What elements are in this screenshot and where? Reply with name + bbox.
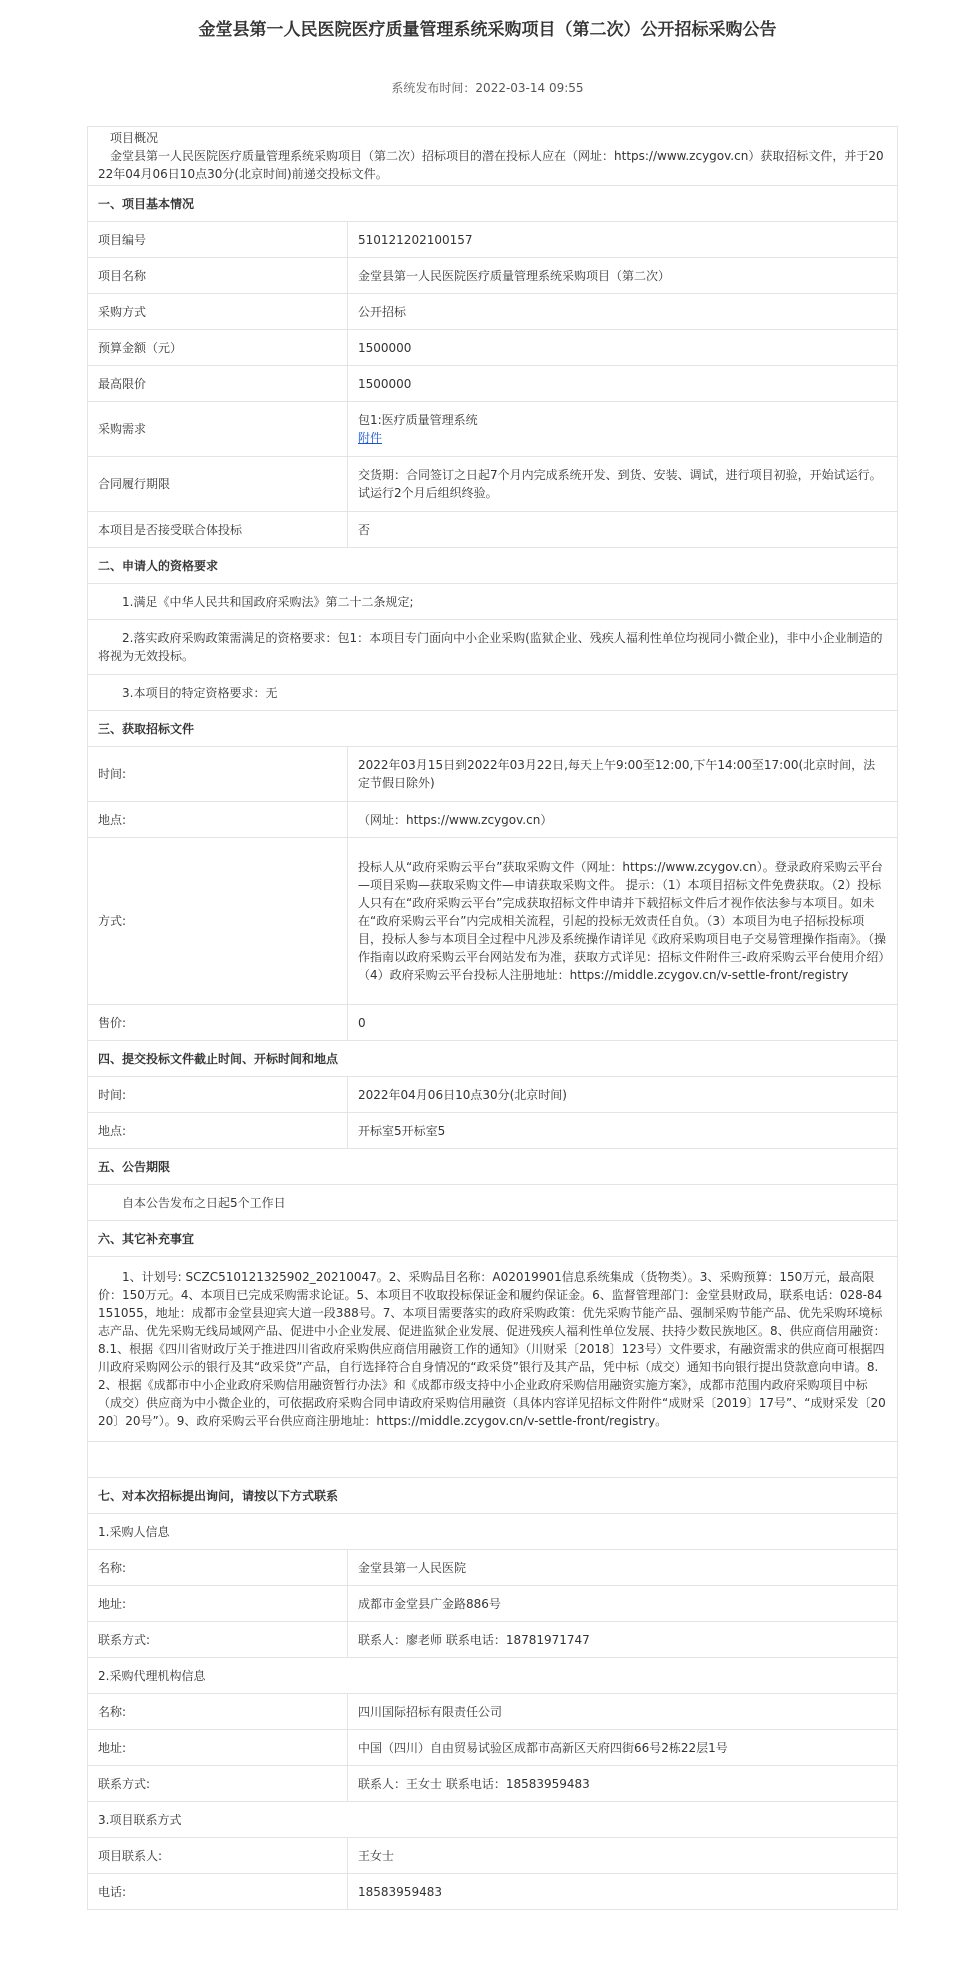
- table-row: 本项目是否接受联合体投标 否: [88, 512, 898, 548]
- announcement-table: [87, 126, 898, 1910]
- table-row: 名称: 金堂县第一人民医院: [88, 1550, 898, 1586]
- table-row: 项目名称 金堂县第一人民医院医疗质量管理系统采购项目（第二次）: [88, 258, 898, 294]
- table-row: 合同履行期限 交货期：合同签订之日起7个月内完成系统开发、到货、安装、调试，进行项目初验，开始试运行。试运行2个月后组织终验。: [88, 457, 898, 512]
- purchaser-name: 金堂县第一人民医院: [348, 1550, 898, 1586]
- agency-address: 中国（四川）自由贸易试验区成都市高新区天府四街66号2栋22层1号: [348, 1730, 898, 1766]
- list-item: 自本公告发布之日起5个工作日: [88, 1185, 898, 1221]
- consortium-value: 否: [348, 512, 898, 548]
- table-row: 时间: 2022年04月06日10点30分(北京时间): [88, 1077, 898, 1113]
- subsection-header: 3.项目联系方式: [88, 1802, 898, 1838]
- table-row: 联系方式: 联系人：廖老师 联系电话：18781971747: [88, 1622, 898, 1658]
- list-item: 1.满足《中华人民共和国政府采购法》第二十二条规定;: [88, 584, 898, 620]
- agency-name: 四川国际招标有限责任公司: [348, 1694, 898, 1730]
- project-name: 金堂县第一人民医院医疗质量管理系统采购项目（第二次）: [348, 258, 898, 294]
- attachment-link[interactable]: 附件: [358, 431, 383, 445]
- table-row: 联系方式: 联系人：王女士 联系电话：18583959483: [88, 1766, 898, 1802]
- publish-time: 系统发布时间：2022-03-14 09:55: [391, 81, 584, 95]
- acquire-price: 0: [348, 1005, 898, 1041]
- list-item: 1、计划号: SCZC510121325902_20210047。2、采购品目名称：A02019901信息系统集成（货物类）。3、采购预算：150万元，最高限价：150万元。4、本项目已完成采购需求论证。5、本项目不收取投标保证金和履约保证金。6、监督管理部门：金堂县财政局，联系电话：028-84151055，地址：成都市金堂县迎宾大道一段388号。7、本项目需要落实的政府采购政策：优先采购节能产品、强制采购节能产品、优先采购环境标志产品、优先采购无线局域网产品、促进中小企业发展、促进监狱企业发展、促进残疾人福利性单位发展、扶持少数民族地区。8、供应商信用融资：8.1、根据《四川省财政厅关于推进四川省政府采购供应商信用融资工作的通知》（川财采〔2018〕123号）文件要求，有融资需求的供应商可根据四川政府采购网公示的银行及其“政采贷”产品，自行选择符合自身情况的“政采贷”银行及其产品，凭中标（成交）通知书向银行提出贷款意向申请。8.2、根据《成都市中小企业政府采购信用融资暂行办法》和《成都市级支持中小企业政府采购信用融资实施方案》，成都市范围内政府采购项目中标（成交）供应商为中小微企业的，可依据政府采购合同申请政府采购信用融资（具体内容详见招标文件附件“成财采〔2019〕17号”、“成财采发〔2020〕20号”）。9、政府采购云平台供应商注册地址：https://middle.zcygov.cn/v-settle-front/registry。: [88, 1257, 898, 1442]
- table-row: 最高限价 1500000: [88, 366, 898, 402]
- contract-period: 交货期：合同签订之日起7个月内完成系统开发、到货、安装、调试，进行项目初验，开始试运行。试运行2个月后组织终验。: [348, 457, 898, 512]
- list-item: 2.落实政府采购政策需满足的资格要求：包1：本项目专门面向中小企业采购(监狱企业、残疾人福利性单位均视同小微企业)，非中小企业制造的将视为无效投标。: [88, 620, 898, 675]
- spacer-row: [88, 1442, 898, 1478]
- table-row: 时间: 2022年03月15日到2022年03月22日,每天上午9:00至12:00,下午14:00至17:00(北京时间，法定节假日除外): [88, 747, 898, 802]
- section-3-header: 三、获取招标文件: [88, 711, 898, 747]
- deadline-time: 2022年04月06日10点30分(北京时间): [348, 1077, 898, 1113]
- list-item: 3.本项目的特定资格要求：无: [88, 675, 898, 711]
- acquire-place: （网址：https://www.zcygov.cn）: [348, 802, 898, 838]
- purchaser-contact: 联系人：廖老师 联系电话：18781971747: [348, 1622, 898, 1658]
- max-price: 1500000: [348, 366, 898, 402]
- opening-place: 开标室5开标室5: [348, 1113, 898, 1149]
- procurement-method: 公开招标: [348, 294, 898, 330]
- announcement-table-wrapper: [87, 126, 897, 1910]
- table-row: 地点: （网址：https://www.zcygov.cn）: [88, 802, 898, 838]
- agency-contact: 联系人：王女士 联系电话：18583959483: [348, 1766, 898, 1802]
- intro-row: [88, 127, 898, 186]
- project-contact-person: 王女士: [348, 1838, 898, 1874]
- section-2-header: 二、申请人的资格要求: [88, 548, 898, 584]
- table-row: 方式: 投标人从“政府采购云平台”获取采购文件（网址：https://www.zcygov.cn）。登录政府采购云平台—项目采购—获取采购文件—申请获取采购文件。 提示：（1）本项目招标文件免费获取。（2）投标人只有在“政府采购云平台”完成获取招标文件申请并下载招标文件后才视作依法参与本项目。如未在“政府采购云平台”内完成相关流程，引起的投标无效责任自负。（3）本项目为电子招标投标项目，投标人参与本项目全过程中凡涉及系统操作请详见《政府采购项目电子交易管理操作指南》。（操作指南以政府采购云平台网站发布为准，获取方式详见：招标文件附件三-政府采购云平台使用介绍）（4）政府采购云平台投标人注册地址：https://middle.zcygov.cn/v-settle-front/registry: [88, 838, 898, 1005]
- table-row: 地址: 成都市金堂县广金路886号: [88, 1586, 898, 1622]
- section-1-header: 一、项目基本情况: [88, 186, 898, 222]
- table-row: 地点: 开标室5开标室5: [88, 1113, 898, 1149]
- subsection-header: 2.采购代理机构信息: [88, 1658, 898, 1694]
- acquire-time: 2022年03月15日到2022年03月22日,每天上午9:00至12:00,下午14:00至17:00(北京时间，法定节假日除外): [348, 747, 898, 802]
- page-title: 金堂县第一人民医院医疗质量管理系统采购项目（第二次）公开招标采购公告: [198, 20, 777, 40]
- project-number: 510121202100157: [348, 222, 898, 258]
- table-row: 地址: 中国（四川）自由贸易试验区成都市高新区天府四街66号2栋22层1号: [88, 1730, 898, 1766]
- project-contact-phone: 18583959483: [348, 1874, 898, 1910]
- table-row: 项目联系人: 王女士: [88, 1838, 898, 1874]
- table-row: 采购需求 包1:医疗质量管理系统 附件: [88, 402, 898, 457]
- section-4-header: 四、提交投标文件截止时间、开标时间和地点: [88, 1041, 898, 1077]
- table-row: 预算金额（元） 1500000: [88, 330, 898, 366]
- intro-heading: 项目概况: [110, 131, 159, 145]
- table-row: 电话: 18583959483: [88, 1874, 898, 1910]
- budget-amount: 1500000: [348, 330, 898, 366]
- section-6-header: 六、其它补充事宜: [88, 1221, 898, 1257]
- section-7-header: 七、对本次招标提出询问，请按以下方式联系: [88, 1478, 898, 1514]
- table-row: 项目编号 510121202100157: [88, 222, 898, 258]
- subsection-header: 1.采购人信息: [88, 1514, 898, 1550]
- section-5-header: 五、公告期限: [88, 1149, 898, 1185]
- table-row: 采购方式 公开招标: [88, 294, 898, 330]
- demand-value: 包1:医疗质量管理系统: [358, 413, 478, 427]
- intro-text: 金堂县第一人民医院医疗质量管理系统采购项目（第二次）招标项目的潜在投标人应在（网址：https://www.zcygov.cn）获取招标文件，并于2022年04月06日10点30分(北京时间)前递交投标文件。: [98, 149, 884, 181]
- table-row: 售价: 0: [88, 1005, 898, 1041]
- purchaser-address: 成都市金堂县广金路886号: [348, 1586, 898, 1622]
- table-row: 名称: 四川国际招标有限责任公司: [88, 1694, 898, 1730]
- acquire-method: 投标人从“政府采购云平台”获取采购文件（网址：https://www.zcygov.cn）。登录政府采购云平台—项目采购—获取采购文件—申请获取采购文件。 提示：（1）本项目招标文件免费获取。（2）投标人只有在“政府采购云平台”完成获取招标文件申请并下载招标文件后才视作依法参与本项目。如未在“政府采购云平台”内完成相关流程，引起的投标无效责任自负。（3）本项目为电子招标投标项目，投标人参与本项目全过程中凡涉及系统操作请详见《政府采购项目电子交易管理操作指南》。（操作指南以政府采购云平台网站发布为准，获取方式详见：招标文件附件三-政府采购云平台使用介绍）（4）政府采购云平台投标人注册地址：https://middle.zcygov.cn/v-settle-front/registry: [348, 838, 898, 1005]
